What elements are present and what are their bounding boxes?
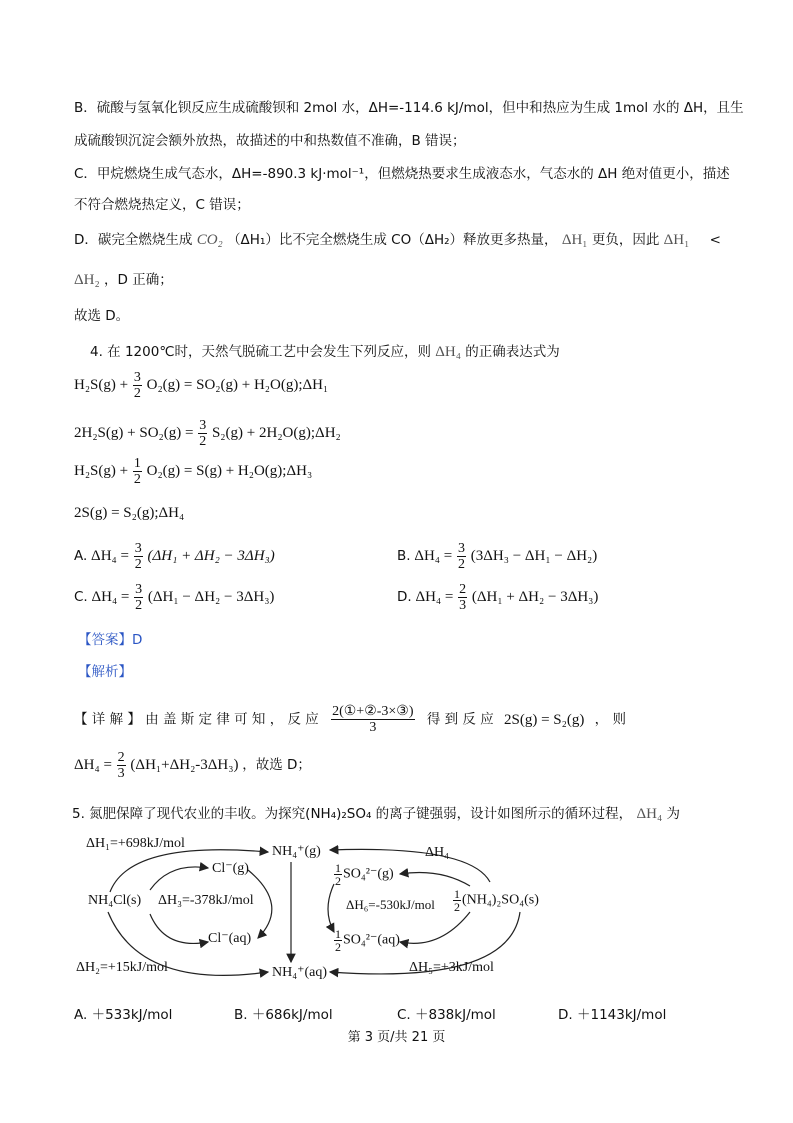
q5-stem-b: 为 xyxy=(666,806,680,822)
option-d-num: 2 xyxy=(459,582,467,597)
q5-option-b[interactable]: B. ＋686kJ/mol xyxy=(234,1007,333,1023)
label-half-salt: $\frac{1}{2}$ (NH₄)₂SO₄(s) xyxy=(454,887,539,914)
r3-left: H₂S(g) + xyxy=(74,462,129,479)
option-a-post: (ΔH₁ + ΔH₂ − 3ΔH₃) xyxy=(147,547,275,564)
para-c-line-2: 不符合燃烧热定义，C 错误； xyxy=(74,197,250,213)
label-dh6: ΔH₆=-530kJ/mol xyxy=(346,897,435,912)
so4aq-text: SO₄²⁻(aq) xyxy=(343,932,400,948)
option-c-label: C. xyxy=(74,588,88,605)
q5-option-c[interactable]: C. ＋838kJ/mol xyxy=(397,1007,496,1023)
choose-d: 故选 D。 xyxy=(74,308,130,324)
last-den: 3 xyxy=(117,766,125,781)
label-half-so4aq: $\frac{1}{2}$ SO₄²⁻(aq) xyxy=(335,927,400,954)
q4-stem-a: 4. 在 1200℃时，天然气脱硫工艺中会发生下列反应，则 xyxy=(90,344,431,360)
label-dh3: ΔH₃=-378kJ/mol xyxy=(158,893,254,908)
label-dh5: ΔH₅=+3kJ/mol xyxy=(409,960,494,975)
q4-dh4: ΔH₄ xyxy=(435,344,461,360)
label-nh4g: NH₄⁺(g) xyxy=(272,844,321,859)
option-a-den: 2 xyxy=(134,557,142,572)
reaction-4: 2S(g) = S₂(g);ΔH₄ xyxy=(74,505,185,521)
q5-stem-a: 5. 氮肥保障了现代农业的丰收。为探究(NH₄)₂SO₄ 的离子键强弱，设计如图所示的循环过程， xyxy=(72,806,633,822)
option-b-post: (3ΔH₃ − ΔH₁ − ΔH₂) xyxy=(470,547,598,564)
option-d-post: (ΔH₁ + ΔH₂ − 3ΔH₃) xyxy=(471,588,599,605)
dh1-symbol-b: ΔH₁ xyxy=(663,232,690,248)
para-b-line-1: B．硫酸与氢氧化钡反应生成硫酸钡和 2mol 水，ΔH=-114.6 kJ/mol，但中和热应为生成 1mol 水的 ΔH，且生 xyxy=(74,100,744,116)
label-claq: Cl⁻(aq) xyxy=(208,931,252,946)
option-c-post: (ΔH₁ − ΔH₂ − 3ΔH₃) xyxy=(147,588,275,605)
label-half-so4g: $\frac{1}{2}$ SO₄²⁻(g) xyxy=(335,861,394,888)
r1-left: H₂S(g) + xyxy=(74,376,129,393)
detail-frac-num: 2(①+②-3×③) xyxy=(332,704,414,719)
label-dh1: ΔH₁=+698kJ/mol xyxy=(86,836,185,851)
r1-frac-num: 3 xyxy=(133,370,141,385)
q5-option-a[interactable]: A. ＋533kJ/mol xyxy=(74,1007,173,1023)
r1-right: O₂(g) = SO₂(g) + H₂O(g);ΔH₁ xyxy=(146,376,329,393)
page-footer: 第 3 页/共 21 页 xyxy=(347,1030,446,1045)
option-a-label: A. xyxy=(74,547,88,564)
option-b-pre: ΔH₄ = xyxy=(414,547,453,564)
arrow-to-so4aq xyxy=(400,912,470,943)
arrow-to-claq xyxy=(150,914,208,943)
label-nh4aq: NH₄⁺(aq) xyxy=(272,965,328,980)
co2-formula: CO₂ xyxy=(196,232,223,248)
option-a-num: 3 xyxy=(134,541,142,556)
less-than-sign: < xyxy=(709,232,721,248)
q5-option-d[interactable]: D. ＋1143kJ/mol xyxy=(558,1007,667,1023)
para-d-text-a: D．碳完全燃烧生成 xyxy=(74,232,193,248)
r2-left: 2H₂S(g) + SO₂(g) = xyxy=(74,424,194,441)
q5-dh4: ΔH₄ xyxy=(636,806,663,822)
so4g-text: SO₄²⁻(g) xyxy=(343,866,394,882)
dh2-symbol: ΔH₂ xyxy=(74,272,100,288)
option-c-den: 2 xyxy=(135,598,143,613)
para-d-text-c: 更负，因此 xyxy=(591,232,660,248)
r3-right: O₂(g) = S(g) + H₂O(g);ΔH₃ xyxy=(146,462,313,479)
arrow-dh6 xyxy=(328,884,334,932)
label-clg: Cl⁻(g) xyxy=(212,861,249,876)
label-dh4: ΔH₄ xyxy=(425,845,449,860)
detail-frac-den: 3 xyxy=(369,720,377,735)
option-b-den: 2 xyxy=(457,557,465,572)
r3-frac-den: 2 xyxy=(133,472,141,487)
last-pre: ΔH₄ = xyxy=(74,756,112,773)
para-d-text-b: （ΔH₁）比不完全燃烧生成 CO（ΔH₂）释放更多热量， xyxy=(227,232,558,248)
para-c-line-1: C．甲烷燃烧生成气态水，ΔH=-890.3 kJ·mol⁻¹，但燃烧热要求生成液态水，气态水的 ΔH 绝对值更小，描述 xyxy=(74,166,730,182)
option-c-num: 3 xyxy=(135,582,143,597)
option-d-label: D. xyxy=(397,588,412,605)
option-d-den: 3 xyxy=(459,598,467,613)
r3-frac-num: 1 xyxy=(133,456,141,471)
detail-text-a: 【 详 解 】 由 盖 斯 定 律 可 知 ， 反 应 xyxy=(74,711,319,728)
answer: 【答案】D xyxy=(78,632,143,648)
option-a-pre: ΔH₄ = xyxy=(91,547,129,564)
detail-text-b: 得 到 反 应 xyxy=(426,711,494,728)
salt-text: (NH₄)₂SO₄(s) xyxy=(462,892,539,908)
para-d-text-d: ，D 正确； xyxy=(104,272,173,288)
r2-frac-num: 3 xyxy=(199,418,207,433)
arrow-to-clg xyxy=(150,867,208,890)
last-post: (ΔH₁+ΔH₂-3ΔH₃) xyxy=(130,756,239,773)
detail-reaction: 2S(g) = S₂(g) xyxy=(504,711,585,728)
r1-frac-den: 2 xyxy=(133,386,141,401)
detail-text-c: ， 则 xyxy=(594,711,626,728)
para-b-line-2: 成硫酸钡沉淀会额外放热，故描述的中和热数值不准确，B 错误； xyxy=(74,133,466,149)
r2-frac-den: 2 xyxy=(199,434,207,449)
analysis-heading: 【解析】 xyxy=(78,664,132,680)
option-c-pre: ΔH₄ = xyxy=(91,588,130,605)
option-b-label: B. xyxy=(397,547,411,564)
option-b-num: 3 xyxy=(457,541,465,556)
arrow-to-so4g xyxy=(400,873,470,887)
option-d-pre: ΔH₄ = xyxy=(415,588,454,605)
r2-right: S₂(g) + 2H₂O(g);ΔH₂ xyxy=(211,424,341,441)
q4-stem-b: 的正确表达式为 xyxy=(465,344,560,360)
label-nh4cl: NH₄Cl(s) xyxy=(88,893,142,908)
dh1-symbol: ΔH₁ xyxy=(561,232,588,248)
last-tail: ，故选 D； xyxy=(242,756,311,773)
last-num: 2 xyxy=(117,750,125,765)
label-dh2: ΔH₂=+15kJ/mol xyxy=(76,960,168,975)
